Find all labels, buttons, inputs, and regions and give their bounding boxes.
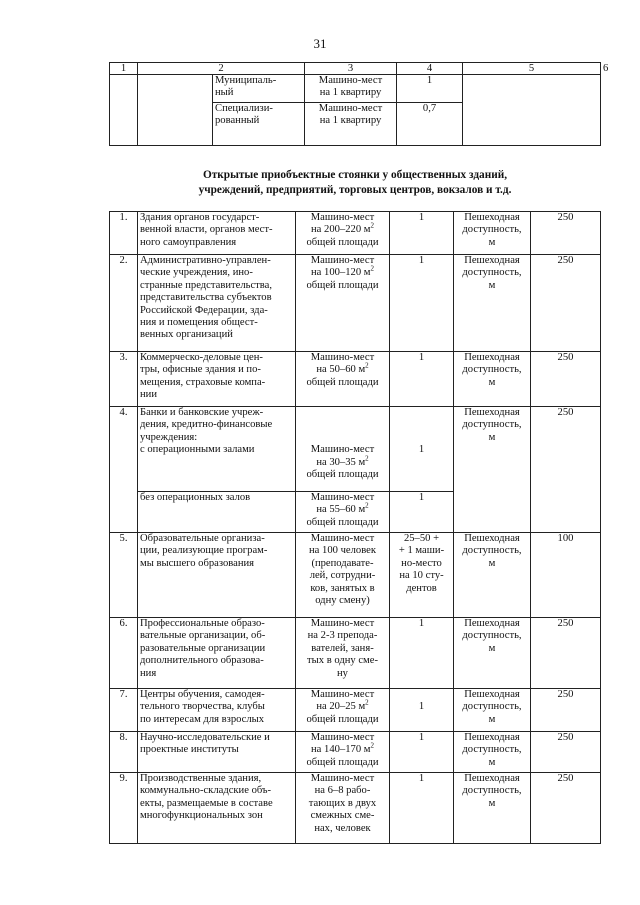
facility-name-cell: Коммерческо-деловые цен- тры, офисные здания и по- мещения, страховые компа- нии: [138, 352, 296, 407]
facility-name-cell: Административно-управлен- ческие учреждения, ино- странные представительства, представительства субъектов Российской Федерации, зда- ния и помещения общест- венных организаций: [138, 255, 296, 352]
access-cell: Пешеходная доступность, м: [454, 212, 531, 255]
facility-name-cell: Образовательные организа- ции, реализующие програм- мы высшего образования: [138, 533, 296, 618]
distance-cell: 100: [531, 533, 601, 618]
facility-name-cell: без операционных залов: [138, 492, 296, 533]
row-number-cell: 6.: [110, 618, 138, 689]
unit-text: Машино-мест на 55–60 м: [310, 492, 375, 516]
value-cell: 0,7: [397, 103, 463, 146]
empty-cell: [463, 75, 601, 146]
unit-text: Машино-мест на 140–170 м: [310, 732, 375, 756]
table-row: [110, 618, 601, 689]
unit-text: Машино-мест на 50–60 м: [310, 352, 375, 376]
access-cell: Пешеходная доступность, м: [454, 689, 531, 732]
facility-name-cell: Научно-исследовательские и проектные институты: [138, 732, 296, 773]
value-cell: 1: [390, 255, 454, 352]
row-number-cell: 7.: [110, 689, 138, 732]
row-number-cell: 1.: [110, 212, 138, 255]
parking-norms-table: [109, 211, 601, 844]
distance-cell: 250: [531, 352, 601, 407]
row-number-cell: 3.: [110, 352, 138, 407]
unit-superscript: 2: [370, 741, 374, 750]
unit-cell: [296, 492, 390, 533]
table-row: [110, 75, 601, 103]
column-number: 4: [397, 63, 463, 75]
unit-suffix: общей площади: [306, 713, 379, 725]
unit-superscript: 2: [365, 698, 369, 707]
distance-cell: 250: [531, 407, 601, 533]
value-cell: 1: [390, 689, 454, 732]
continuation-table: [109, 62, 609, 146]
unit-text: Машино-мест на 30–35 м: [310, 444, 375, 468]
access-cell: Пешеходная доступность, м: [454, 732, 531, 773]
row-number-cell: 9.: [110, 773, 138, 844]
table-row: [110, 212, 601, 255]
unit-cell: [296, 773, 390, 844]
access-cell: Пешеходная доступность, м: [454, 773, 531, 844]
table-row: [110, 689, 601, 732]
unit-suffix: общей площади: [306, 279, 379, 291]
row-number-cell: 2.: [110, 255, 138, 352]
distance-cell: 250: [531, 212, 601, 255]
facility-name-cell: Производственные здания, коммунально-складские объ- екты, размещаемые в составе многофункциональных зон: [138, 773, 296, 844]
distance-cell: 250: [531, 255, 601, 352]
facility-name-cell: Здания органов государст- венной власти, органов мест- ного самоуправления: [138, 212, 296, 255]
value-cell: 1: [390, 618, 454, 689]
table-row: [110, 352, 601, 407]
empty-cell: [138, 75, 213, 146]
column-number: 2: [138, 63, 305, 75]
distance-cell: 250: [531, 773, 601, 844]
unit-superscript: 2: [370, 221, 374, 230]
row-number-cell: 8.: [110, 732, 138, 773]
unit-cell: [296, 407, 390, 492]
table-row: [110, 773, 601, 844]
unit-text: Машино-мест на 100 человек (преподавате- лей, сотрудни- ков, занятых в одну смену): [309, 533, 376, 607]
unit-cell: [296, 618, 390, 689]
access-cell: Пешеходная доступность, м: [454, 618, 531, 689]
unit-cell: [296, 689, 390, 732]
unit-superscript: 2: [370, 264, 374, 273]
unit-suffix: общей площади: [306, 376, 379, 388]
distance-cell: 250: [531, 689, 601, 732]
column-number: 3: [305, 63, 397, 75]
unit-cell: Машино-мест на 1 квартиру: [305, 103, 397, 146]
housing-type-cell: Специализи- рованный: [213, 103, 305, 146]
table-row: [110, 533, 601, 618]
unit-suffix: общей площади: [306, 516, 379, 528]
housing-type-cell: Муниципаль- ный: [213, 75, 305, 103]
unit-suffix: общей площади: [306, 469, 379, 481]
empty-cell: [110, 75, 138, 146]
unit-cell: [296, 732, 390, 773]
access-cell: Пешеходная доступность, м: [454, 533, 531, 618]
distance-cell: 250: [531, 618, 601, 689]
unit-cell: [296, 255, 390, 352]
unit-superscript: 2: [365, 454, 369, 463]
column-number-row: 1 2 3 4 5 6: [110, 63, 601, 75]
unit-text: Машино-мест на 20–25 м: [310, 689, 375, 713]
facility-name-cell: Банки и банковские учреж- дения, кредитно-финансовые учреждения: с операционными залами: [138, 407, 296, 492]
table-row: [110, 407, 601, 492]
value-cell: 1: [397, 75, 463, 103]
column-number: 5: [463, 63, 601, 75]
unit-text: Машино-мест на 200–220 м: [310, 212, 375, 236]
value-cell: 25–50 + + 1 маши- но-место на 10 сту- дентов: [390, 533, 454, 618]
unit-cell: [296, 212, 390, 255]
unit-text: Машино-мест на 6–8 рабо- тающих в двух смежных сме- нах, человек: [308, 773, 377, 834]
access-cell: Пешеходная доступность, м: [454, 255, 531, 352]
access-cell: Пешеходная доступность, м: [454, 352, 531, 407]
unit-cell: Машино-мест на 1 квартиру: [305, 75, 397, 103]
unit-text: Машино-мест на 2-3 препода- вателей, заня- тых в одну сме- ну: [307, 618, 378, 679]
value-cell: 1: [390, 773, 454, 844]
facility-name-cell: Центры обучения, самодея- тельного творчества, клубы по интересам для взрослых: [138, 689, 296, 732]
access-cell: Пешеходная доступность, м: [454, 407, 531, 533]
table-row: [110, 255, 601, 352]
column-number: 1: [110, 63, 138, 75]
distance-cell: 250: [531, 732, 601, 773]
unit-suffix: общей площади: [306, 236, 379, 248]
unit-superscript: 2: [365, 361, 369, 370]
unit-cell: [296, 533, 390, 618]
facility-name-cell: Профессиональные образо- вательные организации, об- разовательные организации дополнительного образова- ния: [138, 618, 296, 689]
row-number-cell: 5.: [110, 533, 138, 618]
unit-superscript: 2: [365, 501, 369, 510]
unit-suffix: общей площади: [306, 756, 379, 768]
value-cell: 1: [390, 732, 454, 773]
value-cell: 1: [390, 492, 454, 533]
unit-text: Машино-мест на 100–120 м: [310, 255, 375, 279]
unit-cell: [296, 352, 390, 407]
row-number-cell: 4.: [110, 407, 138, 533]
section-heading: Открытые приобъектные стоянки у общественных зданий, учреждений, предприятий, торговых центров, вокзалов и т.д.: [198, 169, 512, 196]
page-number: 31: [313, 36, 327, 51]
value-cell: 1: [390, 212, 454, 255]
value-cell: 1: [390, 407, 454, 492]
table-row: [110, 732, 601, 773]
value-cell: 1: [390, 352, 454, 407]
